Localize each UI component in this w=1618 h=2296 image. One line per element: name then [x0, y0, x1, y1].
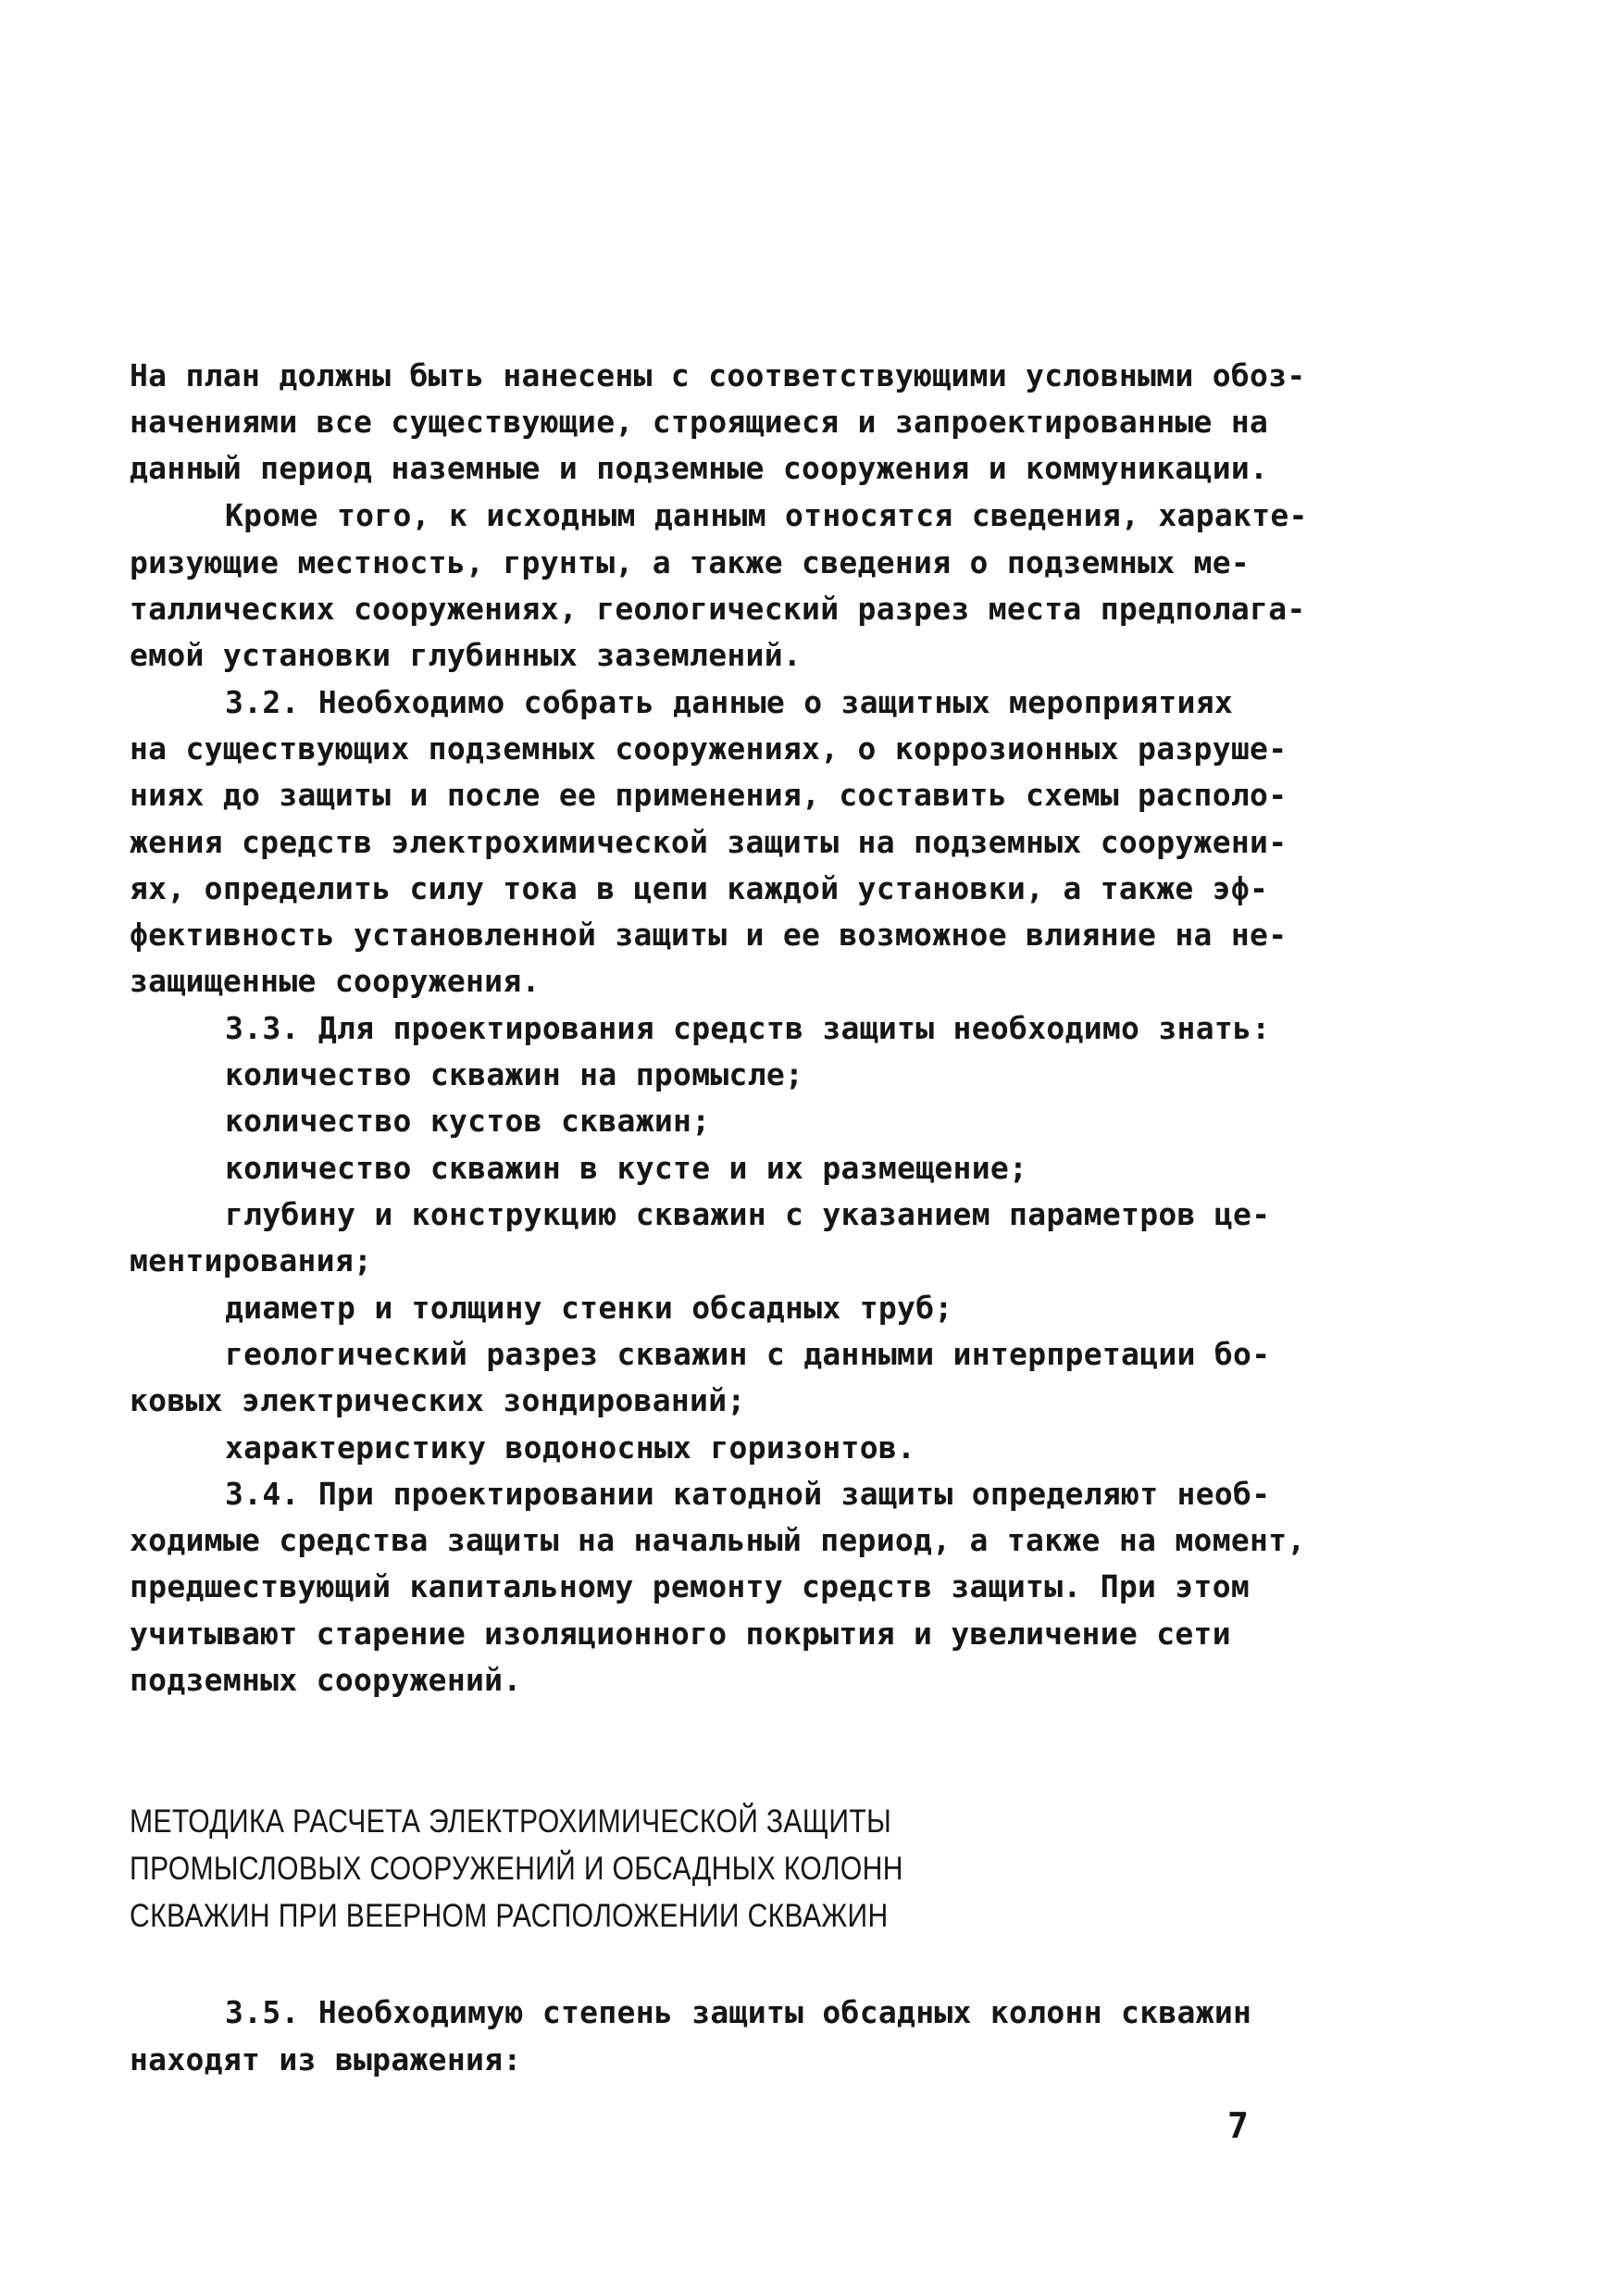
text-line: ризующие местность, грунты, а также сведения о подземных ме- — [130, 544, 1251, 580]
text-line: таллических сооружениях, геологический разрез места предполага- — [130, 591, 1306, 627]
text-line: ходимые средства защиты на начальный период, а также на момент, — [130, 1522, 1306, 1558]
text-line: на существующих подземных сооружениях, о коррозионных разруше- — [130, 730, 1288, 767]
list-item: глубину и конструкцию скважин с указанием параметров це- — [225, 1196, 1271, 1232]
page-number: 7 — [1227, 2105, 1249, 2146]
list-item: количество кустов скважин; — [225, 1103, 711, 1139]
section-heading: СКВАЖИН ПРИ ВЕЕРНОМ РАСПОЛОЖЕНИИ СКВАЖИН — [130, 1898, 889, 1934]
text-line: На план должны быть нанесены с соответствующими условными обоз- — [130, 357, 1306, 393]
list-item: ковых электрических зондирований; — [130, 1382, 746, 1418]
text-line: данный период наземные и подземные сооружения и коммуникации. — [130, 450, 1269, 486]
text-line: ях, определить силу тока в цепи каждой установки, а также эф- — [130, 870, 1269, 906]
list-item: количество скважин в кусте и их размещение; — [225, 1150, 1028, 1186]
text-line: находят из выражения: — [130, 2041, 522, 2078]
text-line: защищенные сооружения. — [130, 963, 541, 999]
text-line: Кроме того, к исходным данным относятся сведения, характе- — [225, 497, 1308, 533]
text-line: начениями все существующие, строящиеся и запроектированные на — [130, 404, 1269, 440]
list-item: диаметр и толщину стенки обсадных труб; — [225, 1290, 953, 1326]
list-item: характеристику водоносных горизонтов. — [225, 1429, 916, 1466]
section-3-4-text: 3.4. При проектировании катодной защиты определяют необ- — [225, 1476, 1271, 1512]
text-line: ниях до защиты и после ее применения, составить схемы располо- — [130, 777, 1288, 813]
list-item: геологический разрез скважин с данными интерпретации бо- — [225, 1336, 1271, 1372]
section-heading: МЕТОДИКА РАСЧЕТА ЭЛЕКТРОХИМИЧЕСКОЙ ЗАЩИТЫ — [130, 1803, 892, 1840]
text-line: жения средств электрохимической защиты на подземных сооружени- — [130, 824, 1288, 860]
section-3-3-text: 3.3. Для проектирования средств защиты необходимо знать: — [225, 1010, 1271, 1046]
text-line: фективность установленной защиты и ее возможное влияние на не- — [130, 917, 1288, 953]
text-line: емой установки глубинных заземлений. — [130, 637, 803, 673]
section-heading: ПРОМЫСЛОВЫХ СООРУЖЕНИЙ И ОБСАДНЫХ КОЛОНН — [130, 1851, 903, 1887]
section-3-5-text: 3.5. Необходимую степень защиты обсадных колонн скважин — [225, 1994, 1252, 2030]
list-item: количество скважин на промысле; — [225, 1056, 804, 1092]
list-item: ментирования; — [130, 1242, 373, 1279]
section-3-2-text: 3.2. Необходимо собрать данные о защитных мероприятиях — [225, 684, 1234, 720]
text-line: учитывают старение изоляционного покрытия и увеличение сети — [130, 1616, 1231, 1652]
text-line: подземных сооружений. — [130, 1662, 522, 1698]
text-line: предшествующий капитальному ремонту средств защиты. При этом — [130, 1568, 1251, 1604]
